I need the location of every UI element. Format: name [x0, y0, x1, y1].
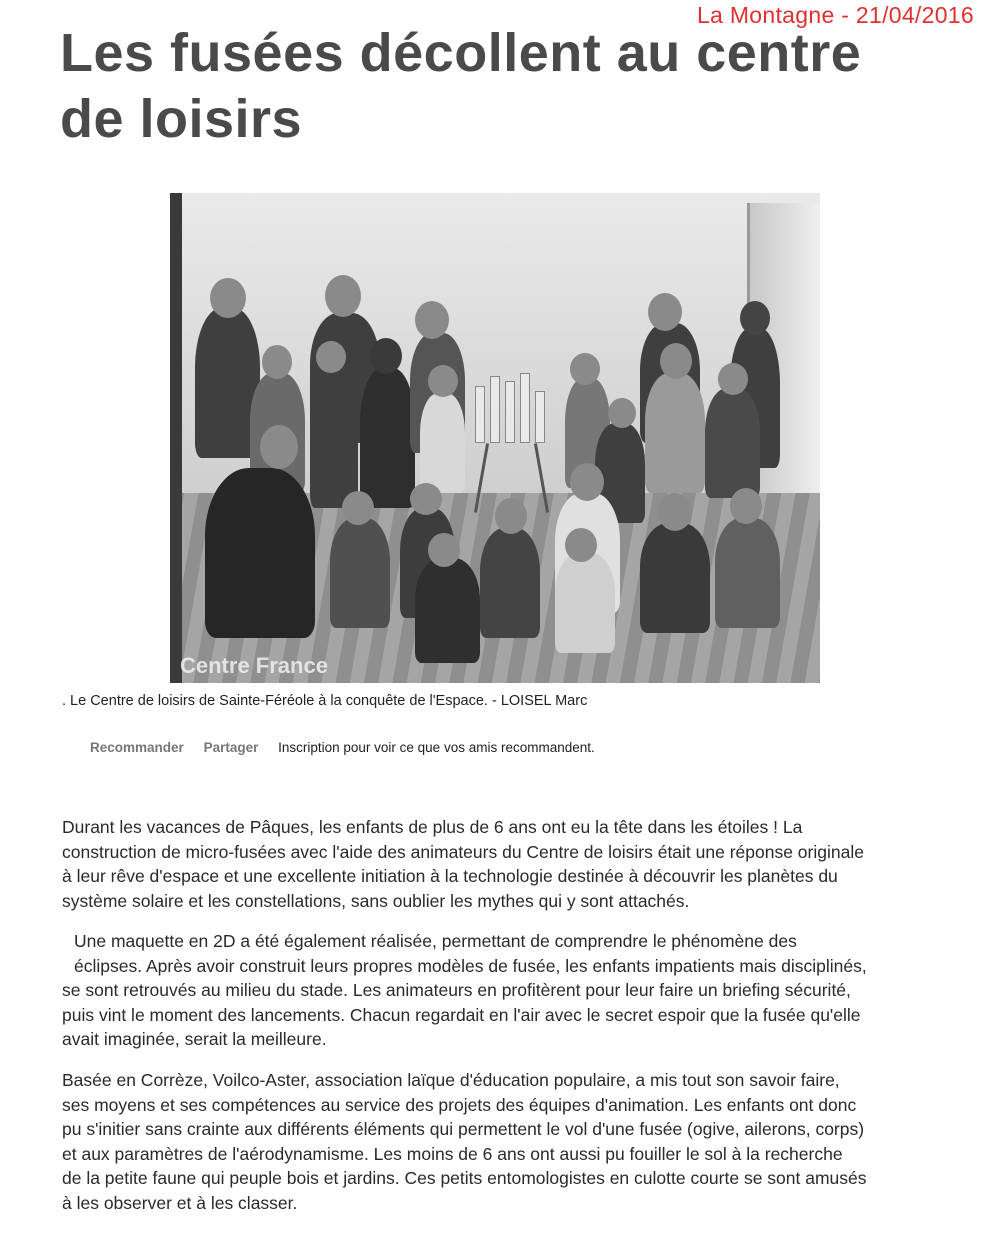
social-note: Inscription pour voir ce que vos amis recommandent. — [278, 740, 595, 755]
rocket — [520, 373, 530, 443]
photo-head — [648, 293, 682, 331]
paragraph-line: à leur rêve d'espace et une excellente initiation à la technologie destinée à découvrir les planètes du — [62, 866, 838, 886]
group-photo — [170, 193, 820, 683]
photo-head — [260, 425, 298, 469]
paragraph-line: se sont retrouvés au milieu du stade. Les animateurs en profitèrent pour leur faire un briefing sécurité, — [62, 980, 851, 1000]
article-paragraph — [62, 1068, 942, 1215]
photo-person — [420, 393, 465, 493]
paragraph-line: Durant les vacances de Pâques, les enfants de plus de 6 ans ont eu la tête dans les étoiles ! La — [62, 817, 803, 837]
paragraph-line: construction de micro-fusées avec l'aide des animateurs du Centre de loisirs était une réponse originale — [62, 841, 864, 862]
photo-person — [415, 558, 480, 663]
photo-head — [565, 528, 597, 562]
photo-person — [715, 518, 780, 628]
recommend-button[interactable]: Recommander — [90, 740, 184, 755]
photo-head — [608, 398, 636, 428]
photo-person — [205, 468, 315, 638]
paragraph-line: avait imaginée, serait la meilleure. — [62, 1029, 327, 1049]
photo-head — [428, 365, 458, 397]
photo-edge — [170, 193, 182, 683]
photo-head — [370, 338, 402, 374]
paragraph-line: ses moyens et ses compétences au service des projets des équipes d'animation. Les enfants ont donc — [62, 1094, 857, 1115]
photo-head — [415, 301, 449, 339]
photo-head — [570, 463, 604, 501]
article-paragraph — [62, 815, 942, 913]
photo-person — [310, 368, 358, 508]
rocket — [475, 386, 485, 443]
photo-head — [660, 343, 692, 379]
headline-line-2: de loisirs — [60, 89, 303, 149]
photo-head — [730, 488, 762, 524]
newspaper-source: La Montagne - 21/04/2016 — [696, 2, 974, 28]
photo-head — [210, 278, 246, 318]
rocket — [535, 391, 545, 443]
photo-head — [316, 341, 346, 373]
photo-head — [718, 363, 748, 395]
paragraph-line: pu s'initier sans crainte aux différents éléments qui permettent le vol d'une fusée (ogive, ailerons, corps) — [62, 1119, 865, 1139]
model-rockets — [470, 373, 550, 443]
photo-person — [640, 523, 710, 633]
photo-head — [410, 483, 442, 515]
photo-person — [360, 368, 415, 508]
share-button[interactable]: Partager — [203, 740, 259, 755]
paragraph-line: système solaire et les constellations, sans oublier les mythes qui y sont attachés. — [62, 890, 690, 911]
headline-line-1: Les fusées décollent au centre — [60, 23, 862, 83]
rocket — [490, 376, 500, 443]
article-paragraph — [62, 929, 942, 1052]
photo-head — [658, 493, 692, 531]
photo-head — [325, 275, 361, 317]
photo-head — [428, 533, 460, 567]
paragraph-line: et aux paramètres de l'aérodynamisme. Les moins de 6 ans ont aussi pu fouiller le sol à la recherche — [62, 1143, 843, 1164]
social-bar — [90, 740, 595, 755]
photo-head — [342, 491, 374, 525]
photo-head — [262, 345, 292, 379]
paragraph-line: puis vint le moment des lancements. Chacun regardait en l'air avec le secret espoir que la fusée qu'elle — [62, 1004, 861, 1025]
article-headline — [60, 20, 940, 152]
photo-caption: . Le Centre de loisirs de Sainte-Féréole à la conquête de l'Espace. - LOISEL Marc — [62, 693, 588, 709]
paragraph-line: à les observer et à les classer. — [62, 1192, 298, 1213]
photo-watermark-logo: Centre France — [180, 653, 328, 678]
rocket — [505, 381, 515, 443]
photo-head — [740, 301, 770, 335]
photo-person — [645, 373, 705, 493]
photo-person — [480, 528, 540, 638]
paragraph-line: Une maquette en 2D a été également réalisée, permettant de comprendre le phénomène des — [74, 931, 797, 951]
photo-person — [705, 388, 760, 498]
photo-person — [555, 553, 615, 653]
photo-head — [570, 353, 600, 385]
paragraph-line: éclipses. Après avoir construit leurs propres modèles de fusée, les enfants impatients mais disciplinés, — [74, 955, 867, 976]
paragraph-line: de la petite faune qui peuple bois et jardins. Ces petits entomologistes en culotte courte se sont amusés — [62, 1168, 867, 1188]
paragraph-line: Basée en Corrèze, Voilco-Aster, association laïque d'éducation populaire, a mis tout son savoir faire, — [62, 1070, 840, 1090]
photo-person — [330, 518, 390, 628]
photo-head — [495, 498, 527, 534]
